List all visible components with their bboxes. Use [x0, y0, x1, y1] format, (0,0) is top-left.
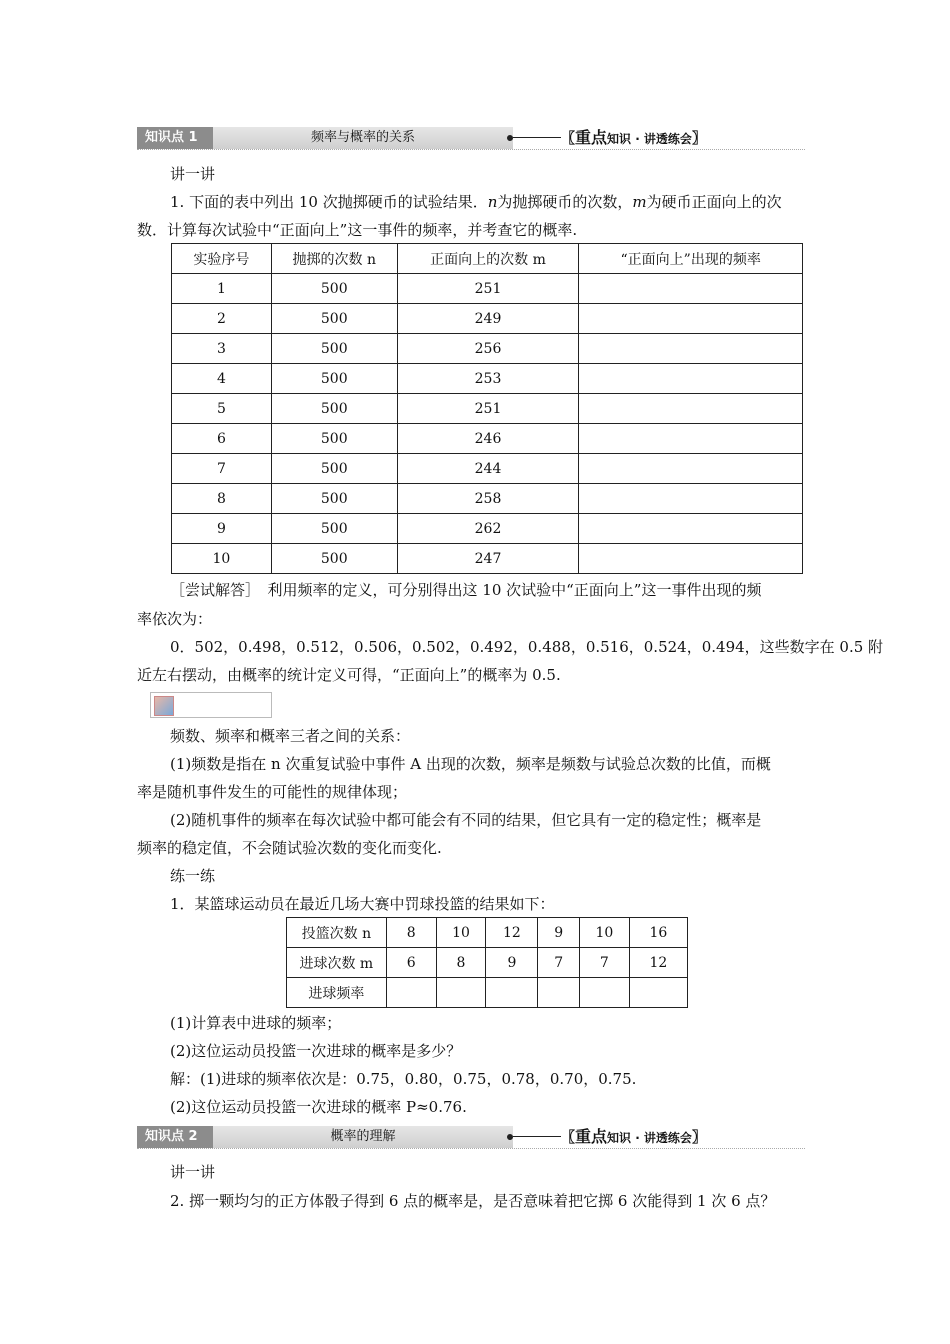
- table-cell: [579, 484, 803, 514]
- table-row: [172, 334, 803, 364]
- table-cell: 6: [386, 948, 436, 978]
- table-cell: 247: [397, 544, 579, 574]
- table-cell: 10: [436, 918, 486, 948]
- dotted-underline: [137, 149, 805, 150]
- practice-question: 1．某篮球运动员在最近几场大赛中罚球投篮的结果如下：: [170, 895, 555, 913]
- table-cell: 246: [397, 424, 579, 454]
- table-cell: 5: [172, 394, 272, 424]
- coin-toss-table: [171, 243, 803, 574]
- bullet-dot-icon: [507, 135, 513, 141]
- table-row: [172, 274, 803, 304]
- table-cell: 3: [172, 334, 272, 364]
- summary-point-1-line-1: (1)频数是指在 n 次重复试验中事件 A 出现的次数，频率是频数与试验总次数的比值，而概: [170, 755, 771, 773]
- table-row: [172, 514, 803, 544]
- table-cell: [629, 978, 687, 1008]
- practice-q1: (1)计算表中进球的频率；: [170, 1014, 342, 1032]
- bullet-dot-icon: [507, 1134, 513, 1140]
- table-row: [172, 484, 803, 514]
- table-cell: [579, 424, 803, 454]
- header-cell: 正面向上的次数 m: [397, 244, 579, 274]
- table-cell: 500: [271, 334, 397, 364]
- table-cell: 500: [271, 454, 397, 484]
- table-cell: 12: [629, 948, 687, 978]
- table-cell: 10: [579, 918, 629, 948]
- table-cell: 500: [271, 424, 397, 454]
- table-row: [287, 978, 688, 1008]
- answer-line-2: 率依次为：: [137, 610, 213, 628]
- table-cell: 500: [271, 364, 397, 394]
- table-row: [172, 394, 803, 424]
- table-cell: 12: [486, 918, 538, 948]
- lecture-heading-2: 讲一讲: [170, 1163, 216, 1181]
- basketball-table: [286, 917, 688, 1008]
- table-header-row: [172, 244, 803, 274]
- table-row: [287, 948, 688, 978]
- table-cell: 8: [386, 918, 436, 948]
- table-cell: 10: [172, 544, 272, 574]
- answer-line-1: ［尝试解答］ 利用频率的定义，可分别得出这 10 次试验中“正面向上”这一事件出现的频: [170, 581, 762, 599]
- table-cell: [579, 514, 803, 544]
- table-cell: 262: [397, 514, 579, 544]
- table-cell: 1: [172, 274, 272, 304]
- table-cell: 7: [538, 948, 580, 978]
- table-cell: 500: [271, 484, 397, 514]
- table-row: [172, 454, 803, 484]
- table-cell: 4: [172, 364, 272, 394]
- table-cell: 500: [271, 394, 397, 424]
- table-cell: 进球频率: [287, 978, 387, 1008]
- table-cell: [436, 978, 486, 1008]
- table-cell: 9: [486, 948, 538, 978]
- table-cell: 253: [397, 364, 579, 394]
- table-cell: [579, 334, 803, 364]
- table-cell: 进球次数 m: [287, 948, 387, 978]
- image-icon: [154, 696, 174, 716]
- summary-point-2-line-2: 频率的稳定值，不会随试验次数的变化而变化.: [137, 839, 442, 857]
- table-cell: 258: [397, 484, 579, 514]
- header-cell: 抛掷的次数 n: [271, 244, 397, 274]
- table-cell: 投篮次数 n: [287, 918, 387, 948]
- table-row: [287, 918, 688, 948]
- table-cell: 244: [397, 454, 579, 484]
- section-tag: 知识点 1: [137, 127, 213, 149]
- table-cell: [579, 394, 803, 424]
- table-cell: 16: [629, 918, 687, 948]
- table-cell: 500: [271, 274, 397, 304]
- summary-intro: 频数、频率和概率三者之间的关系：: [170, 727, 411, 745]
- table-cell: 7: [172, 454, 272, 484]
- table-cell: 500: [271, 514, 397, 544]
- table-cell: [579, 364, 803, 394]
- problem-2: 2. 掷一颗均匀的正方体骰子得到 6 点的概率是，是否意味着把它掷 6 次能得到 1 次 6 点？: [170, 1192, 776, 1210]
- table-cell: [579, 454, 803, 484]
- practice-solution-2: (2)这位运动员投篮一次进球的概率 P≈0.76.: [170, 1098, 467, 1116]
- table-cell: [579, 544, 803, 574]
- table-cell: [386, 978, 436, 1008]
- table-cell: 256: [397, 334, 579, 364]
- table-row: [172, 424, 803, 454]
- table-cell: 8: [172, 484, 272, 514]
- header-cell: “正面向上”出现的频率: [579, 244, 803, 274]
- table-cell: 8: [436, 948, 486, 978]
- table-cell: [579, 304, 803, 334]
- problem-1-line-1: 1. 下面的表中列出 10 次抛掷硬币的试验结果．n为抛掷硬币的次数，m为硬币正面向上的次: [170, 193, 782, 211]
- brand-label: 〖重点知识 · 讲透练会〗: [561, 1127, 706, 1146]
- brand-label: 〖重点知识 · 讲透练会〗: [561, 128, 706, 147]
- answer-line-3: 0．502，0.498，0.512，0.506，0.502，0.492，0.488，0.516，0.524，0.494，这些数字在 0.5 附: [170, 638, 884, 656]
- table-cell: 9: [172, 514, 272, 544]
- table-cell: [579, 274, 803, 304]
- summary-point-1-line-2: 率是随机事件发生的可能性的规律体现；: [137, 783, 408, 801]
- table-cell: [538, 978, 580, 1008]
- divider: [513, 137, 561, 138]
- problem-1-line-2: 数．计算每次试验中“正面向上”这一事件的频率，并考查它的概率.: [137, 221, 578, 239]
- table-cell: 249: [397, 304, 579, 334]
- table-cell: 6: [172, 424, 272, 454]
- table-cell: 9: [538, 918, 580, 948]
- summary-point-2-line-1: (2)随机事件的频率在每次试验中都可能会有不同的结果，但它具有一定的稳定性；概率是: [170, 811, 762, 829]
- table-cell: 251: [397, 394, 579, 424]
- section-title: 概率的理解: [213, 1126, 513, 1148]
- table-cell: 2: [172, 304, 272, 334]
- table-cell: 500: [271, 544, 397, 574]
- section-banner-2: [137, 1126, 805, 1148]
- table-row: [172, 544, 803, 574]
- table-row: [172, 304, 803, 334]
- table-cell: [579, 978, 629, 1008]
- table-cell: 7: [579, 948, 629, 978]
- table-row: [172, 364, 803, 394]
- practice-solution-1: 解：(1)进球的频率依次是：0.75，0.80，0.75，0.78，0.70，0.75.: [170, 1070, 637, 1088]
- header-cell: 实验序号: [172, 244, 272, 274]
- practice-heading: 练一练: [170, 867, 216, 885]
- image-placeholder: [150, 692, 272, 718]
- section-title: 频率与概率的关系: [213, 127, 513, 149]
- lecture-heading: 讲一讲: [170, 165, 216, 183]
- section-banner-1: [137, 127, 805, 149]
- practice-q2: (2)这位运动员投篮一次进球的概率是多少？: [170, 1042, 462, 1060]
- table-cell: 251: [397, 274, 579, 304]
- table-cell: 500: [271, 304, 397, 334]
- table-cell: [486, 978, 538, 1008]
- divider: [513, 1136, 561, 1137]
- answer-line-4: 近左右摆动，由概率的统计定义可得，“正面向上”的概率为 0.5.: [137, 666, 561, 684]
- section-tag: 知识点 2: [137, 1126, 213, 1148]
- dotted-underline: [137, 1148, 805, 1149]
